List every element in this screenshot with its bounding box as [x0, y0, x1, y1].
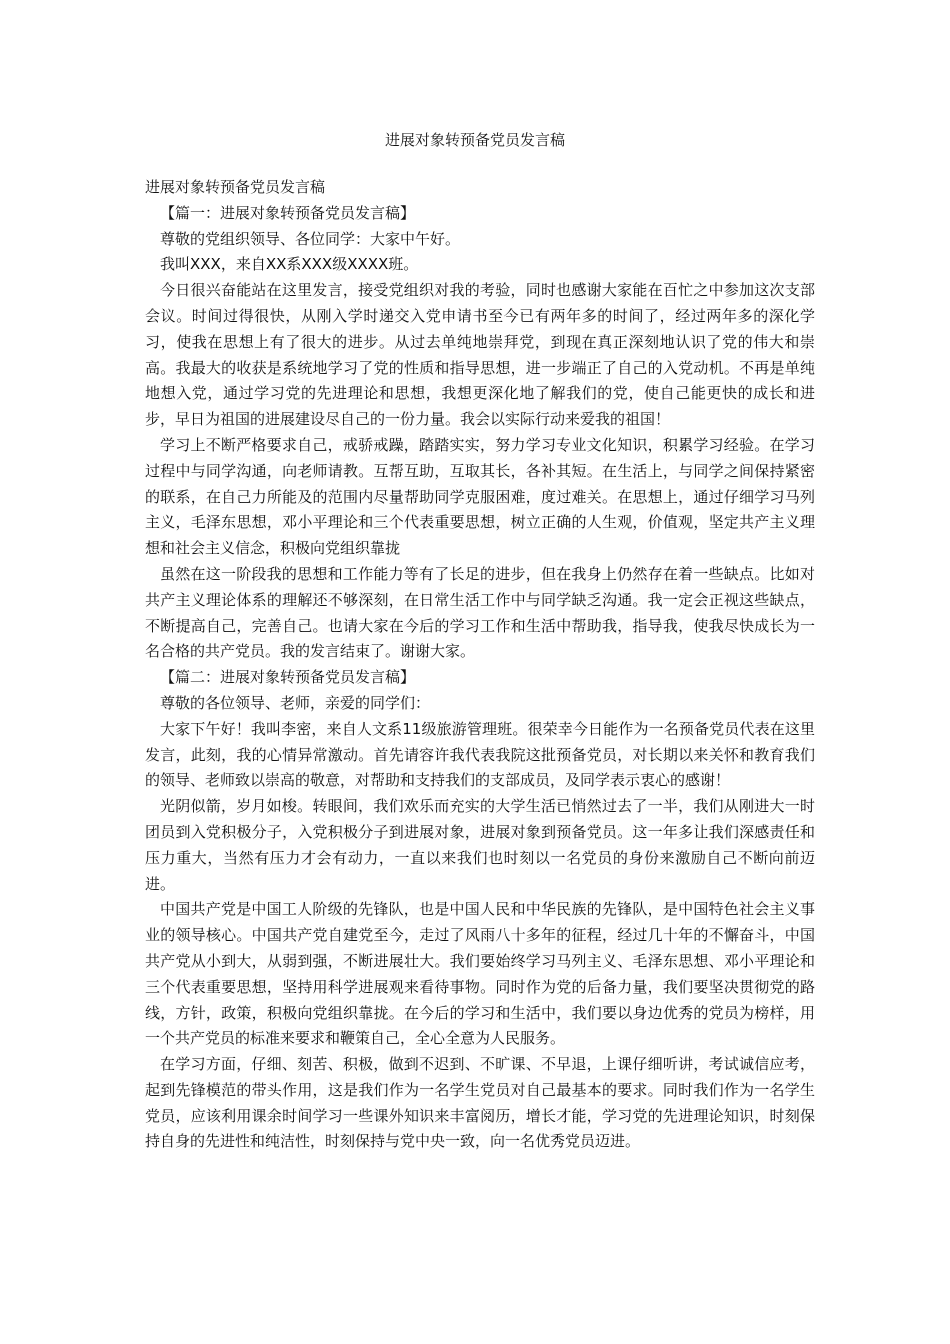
paragraph: 光阴似箭，岁月如梭。转眼间，我们欢乐而充实的大学生活已悄然过去了一半，我们从刚进大一时团员到入党积极分子，入党积极分子到进展对象，进展对象到预备党员。这一年多让我们深感责任和压力重大，当然有压力才会有动力，一直以来我们也时刻以一名党员的身份来激励自己不断向前迈进。	[145, 797, 815, 893]
document-title: 进展对象转预备党员发言稿	[384, 131, 565, 149]
section-heading: 【篇一：进展对象转预备党员发言稿】	[160, 203, 416, 222]
paragraph: 大家下午好！我叫李密，来自人文系11级旅游管理班。很荣幸今日能作为一名预备党员代表在这里发言，此刻，我的心情异常激动。首先请容许我代表我院这批预备党员，对长期以来关怀和教育我们的领导、老师致以崇高的敬意，对帮助和支持我们的支部成员，及同学表示衷心的感谢！	[145, 719, 815, 790]
paragraph: 中国共产党是中国工人阶级的先锋队，也是中国人民和中华民族的先锋队，是中国特色社会主义事业的领导核心。中国共产党自建党至今，走过了风雨八十多年的征程，经过几十年的不懈奋斗，中国共产党从小到大，从弱到强，不断进展壮大。我们要始终学习马列主义、毛泽东思想、邓小平理论和三个代表重要思想，坚持用科学进展观来看待事物。同时作为党的后备力量，我们要坚决贯彻党的路线，方针，政策，积极向党组织靠拢。在今后的学习和生活中，我们要以身边优秀的党员为榜样，用一个共产党员的标准来要求和鞭策自己，全心全意为人民服务。	[145, 900, 815, 1048]
paragraph: 进展对象转预备党员发言稿	[145, 178, 326, 196]
paragraph: 我叫XXX，来自XX系XXX级XXXX班。	[160, 255, 419, 274]
paragraph: 尊敬的党组织领导、各位同学：大家中午好。	[160, 229, 461, 248]
paragraph: 在学习方面，仔细、刻苦、积极，做到不迟到、不旷课、不早退，上课仔细听讲，考试诚信应考，起到先锋模范的带头作用，这是我们作为一名学生党员对自己最基本的要求。同时我们作为一名学生党员，应该利用课余时间学习一些课外知识来丰富阅历，增长才能，学习党的先进理论知识，时刻保持自身的先进性和纯洁性，时刻保持与党中央一致，向一名优秀党员迈进。	[145, 1055, 815, 1151]
paragraph: 虽然在这一阶段我的思想和工作能力等有了长足的进步，但在我身上仍然存在着一些缺点。比如对共产主义理论体系的理解还不够深刻，在日常生活工作中与同学缺乏沟通。我一定会正视这些缺点，不断提高自己，完善自己。也请大家在今后的学习工作和生活中帮助我，指导我，使我尽快成长为一名合格的共产党员。我的发言结束了。谢谢大家。	[145, 564, 815, 661]
paragraph: 尊敬的各位领导、老师，亲爱的同学们：	[160, 693, 431, 712]
section-heading: 【篇二：进展对象转预备党员发言稿】	[160, 668, 416, 687]
paragraph: 学习上不断严格要求自己，戒骄戒躁，踏踏实实，努力学习专业文化知识，积累学习经验。在学习过程中与同学沟通，向老师请教。互帮互助，互取其长，各补其短。在生活上，与同学之间保持紧密的联系，在自己力所能及的范围内尽量帮助同学克服困难，度过难关。在思想上，通过仔细学习马列主义，毛泽东思想，邓小平理论和三个代表重要思想，树立正确的人生观，价值观，坚定共产主义理想和社会主义信念，积极向党组织靠拢	[145, 435, 815, 558]
paragraph: 今日很兴奋能站在这里发言，接受党组织对我的考验，同时也感谢大家能在百忙之中参加这次支部会议。时间过得很快，从刚入学时递交入党申请书至今已有两年多的时间了，经过两年多的深化学习，使我在思想上有了很大的进步。从过去单纯地崇拜党，到现在真正深刻地认识了党的伟大和崇高。我最大的收获是系统地学习了党的性质和指导思想，进一步端正了自己的入党动机。不再是单纯地想入党，通过学习党的先进理论和思想，我想更深化地了解我们的党，使自己能更快的成长和进步，早日为祖国的进展建设尽自己的一份力量。我会以实际行动来爱我的祖国！	[145, 281, 815, 429]
document-body	[145, 175, 815, 1155]
